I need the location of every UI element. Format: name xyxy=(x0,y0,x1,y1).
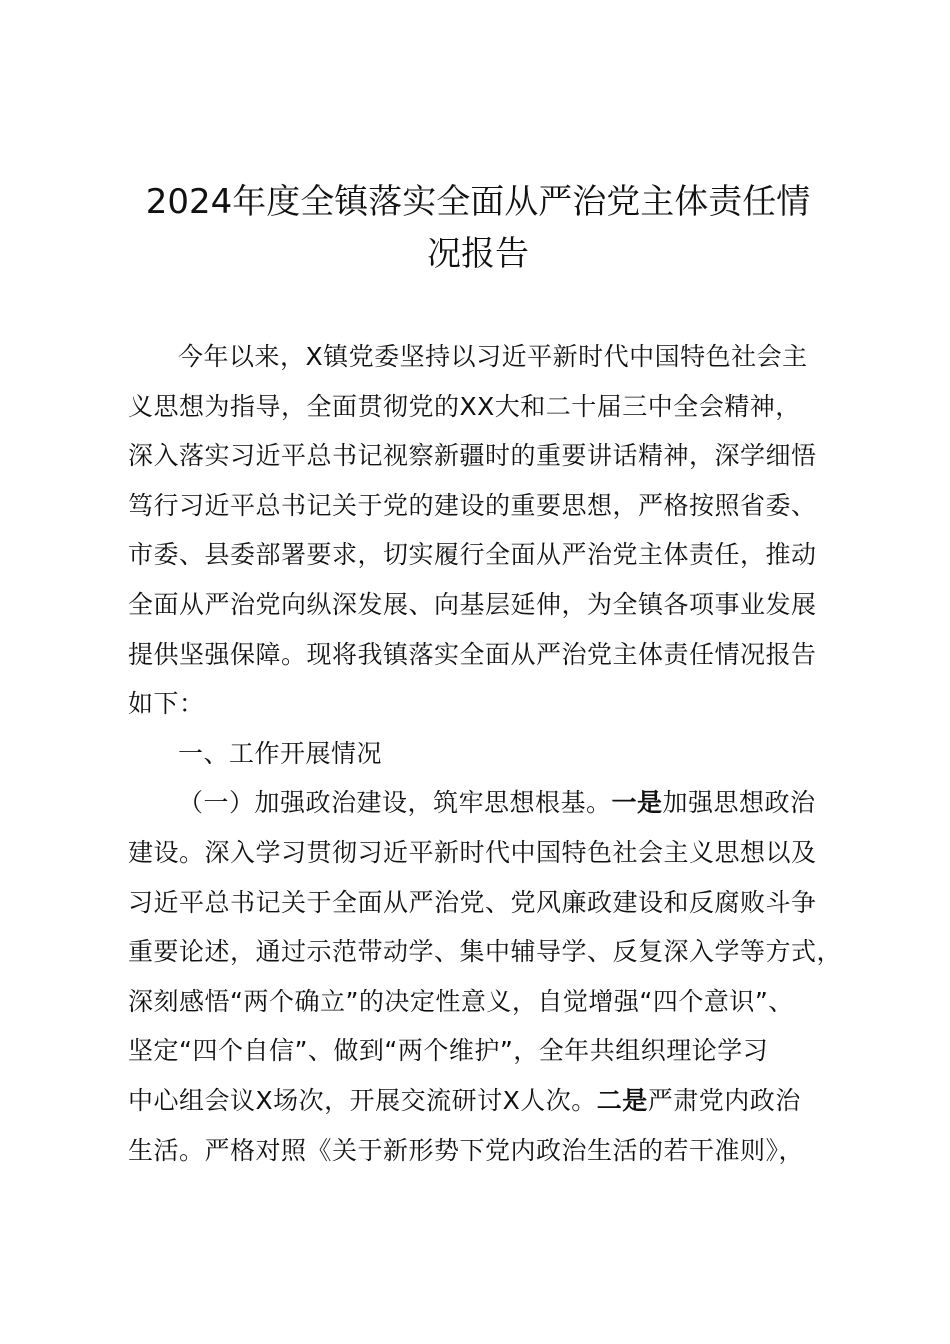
paragraph-line: 提供坚强保障。现将我镇落实全面从严治党主体责任情况报告 xyxy=(128,639,817,669)
paragraph-line: 全面从严治党向纵深发展、向基层延伸，为全镇各项事业发展 xyxy=(128,589,817,619)
paragraph-text: 加强思想政治 xyxy=(662,788,816,818)
paragraph-line xyxy=(128,778,828,828)
paragraph-line: 生活。严格对照《关于新形势下党内政治生活的若干准则》， xyxy=(128,1135,805,1165)
paragraph-line: 如下： xyxy=(128,689,205,719)
paragraph-line: 义思想为指导，全面贯彻党的XX大和二十届三中全会精神， xyxy=(128,391,801,421)
document-body xyxy=(128,332,843,1175)
paragraph-line: 坚定“四个自信”、做到“两个维护”，全年共组织理论学习 xyxy=(128,1036,769,1066)
title-line-2: 况报告 xyxy=(427,234,529,274)
subsection-heading: （一）加强政治建设，筑牢思想根基。 xyxy=(178,788,612,818)
paragraph-line: 习近平总书记关于全面从严治党、党风廉政建设和反腐败斗争 xyxy=(128,887,817,917)
paragraph-line: 深入落实习近平总书记视察新疆时的重要讲话精神，深学细悟 xyxy=(128,441,817,471)
paragraph-line xyxy=(128,1076,828,1126)
paragraph-text: 严肃党内政治 xyxy=(647,1085,801,1115)
paragraph-line: 建设。深入学习贯彻习近平新时代中国特色社会主义思想以及 xyxy=(128,837,817,867)
paragraph-line: 深刻感悟“两个确立”的决定性意义，自觉增强“四个意识”、 xyxy=(128,986,794,1016)
title-line-1: 2024年度全镇落实全面从严治党主体责任情 xyxy=(145,182,811,222)
paragraph-line: 重要论述，通过示范带动学、集中辅导学、反复深入学等方式， xyxy=(128,937,843,967)
paragraph-line: 市委、县委部署要求，切实履行全面从严治党主体责任，推动 xyxy=(128,540,817,570)
paragraph-text: 中心组会议X场次，开展交流研讨X人次。 xyxy=(128,1085,597,1115)
paragraph-line: 今年以来，X镇党委坚持以习近平新时代中国特色社会主 xyxy=(178,342,808,371)
section-heading: 一、工作开展情况 xyxy=(178,738,383,768)
paragraph-line: 笃行习近平总书记关于党的建设的重要思想，严格按照省委、 xyxy=(128,490,817,520)
document-title xyxy=(128,176,828,280)
bold-marker: 二是 xyxy=(596,1085,648,1115)
bold-marker: 一是 xyxy=(611,788,663,818)
